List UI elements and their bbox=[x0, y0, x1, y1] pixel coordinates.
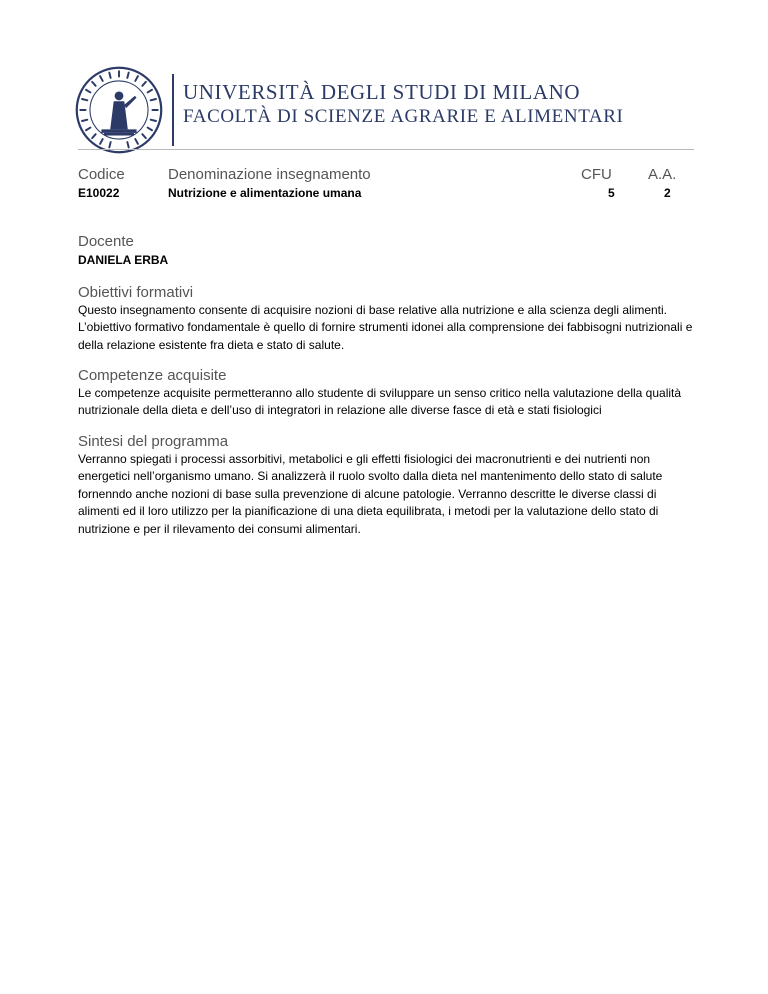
code-label: Codice bbox=[78, 166, 125, 183]
header-divider bbox=[172, 74, 174, 146]
name-label: Denominazione insegnamento bbox=[168, 166, 371, 183]
competences-title: Competenze acquisite bbox=[78, 367, 227, 384]
code-value: E10022 bbox=[78, 186, 120, 200]
aa-label: A.A. bbox=[648, 166, 677, 183]
teacher-label: Docente bbox=[78, 233, 134, 250]
cfu-label: CFU bbox=[581, 166, 612, 183]
cfu-value: 5 bbox=[608, 186, 615, 200]
teacher-name: DANIELA ERBA bbox=[78, 253, 169, 267]
program-text: Verranno spiegati i processi assorbitivi, metabolici e gli effetti fisiologici dei macronutrienti e dei nutrienti non energetici nell’organismo umano. Si analizzerà il ruolo svolto dalla dieta nel mantenimento dello stato di salute fornenndo anche nozioni di base sulla prevenzione di alcune patologie. Verranno descritte le diverse classi di alimenti ed il loro utilizzo per la pianificazione di una dieta equilibrata, i metodi per la valutazione dello stato di nutrizione e per il rilevamento dei consumi alimentari. bbox=[78, 452, 663, 536]
objectives-text: Questo insegnamento consente di acquisire nozioni di base relative alla nutrizione e alla scienza degli alimenti. L’obiettivo formativo fondamentale è quello di fornire strumenti idonei alla comprensione dei fabbisogni nutrizionali e della relazione esistente fra dieta e stato di salute. bbox=[78, 303, 693, 352]
university-name: UNIVERSITÀ DEGLI STUDI DI MILANO bbox=[183, 80, 581, 104]
objectives-title: Obiettivi formativi bbox=[78, 284, 194, 301]
program-title: Sintesi del programma bbox=[78, 433, 229, 450]
faculty-name: FACOLTÀ DI SCIENZE AGRARIE E ALIMENTARI bbox=[183, 106, 624, 127]
name-value: Nutrizione e alimentazione umana bbox=[168, 186, 362, 200]
aa-value: 2 bbox=[664, 186, 671, 200]
competences-text: Le competenze acquisite permetteranno allo studente di sviluppare un senso critico nella valutazione della qualità nutrizionale della dieta e dell’uso di integratori in relazione alle diverse fasce di età e stati fisiologici bbox=[78, 386, 682, 418]
university-seal-icon bbox=[75, 66, 163, 154]
header-rule bbox=[78, 149, 694, 150]
